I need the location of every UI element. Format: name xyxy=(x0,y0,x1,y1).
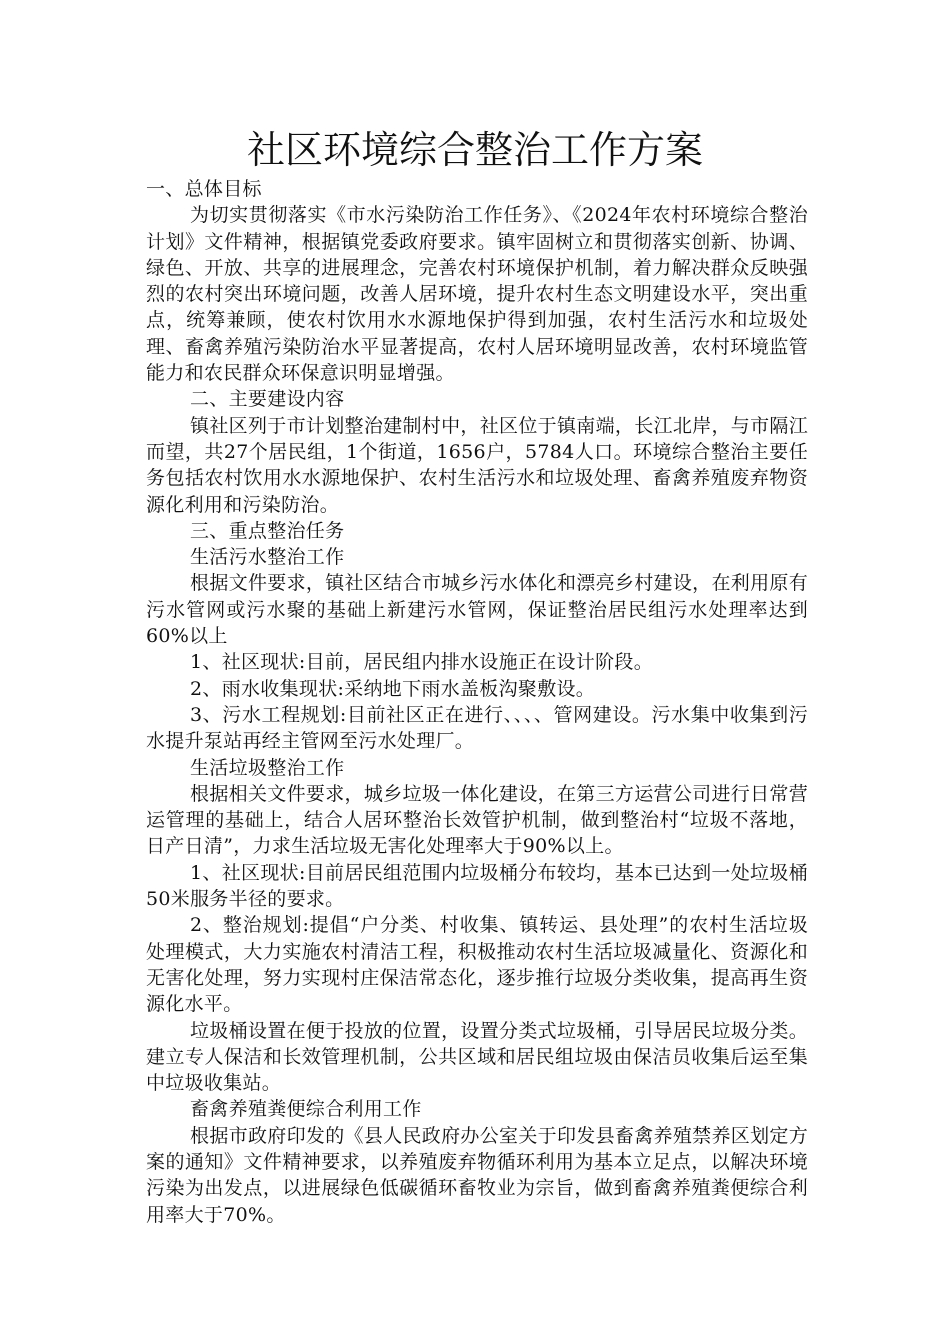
paragraph-overall-goal: 为切实贯彻落实《市水污染防治工作任务》、《2024年农村环境综合整治计划》文件精神，根据镇党委政府要求。镇牢固树立和贯彻落实创新、协调、绿色、开放、共享的进展理念，完善农村环境保护机制，着力解决群众反映强烈的农村突出环境问题，改善人居环境，提升农村生态文明建设水平，突出重点，统筹兼顾，使农村饮用水水源地保护得到加强，农村生活污水和垃圾处理、畜禽养殖污染防治水平显著提高，农村人居环境明显改善，农村环境监管能力和农民群众环保意识明显增强。 xyxy=(146,204,808,385)
paragraph-livestock: 根据市政府印发的《县人民政府办公室关于印发县畜禽养殖禁养区划定方案的通知》文件精神要求，以养殖废弃物循环利用为基本立足点，以解决环境污染为出发点，以进展绿色低碳循环畜牧业为宗旨，做到畜禽养殖粪便综合利用率大于70%。 xyxy=(146,1124,808,1226)
section-heading-key-tasks: 三、重点整治任务 xyxy=(190,519,345,542)
subheading-sewage: 生活污水整治工作 xyxy=(190,546,345,569)
list-item-garbage-plan: 2、整治规划:提倡“户分类、村收集、镇转运、县处理”的农村生活垃圾处理模式，大力实施农村清洁工程，积极推动农村生活垃圾减量化、资源化和无害化处理，努力实现村庄保洁常态化，逐步推行垃圾分类收集，提高再生资源化水平。 xyxy=(146,914,808,1016)
paragraph-garbage-intro: 根据相关文件要求，城乡垃圾一体化建设，在第三方运营公司进行日常营运管理的基础上，结合人居环整治长效管护机制，做到整治村“垃圾不落地，日产日清”，力求生活垃圾无害化处理率大于90%以上。 xyxy=(146,782,808,858)
list-item-rainwater: 2、雨水收集现状:采纳地下雨水盖板沟聚敷设。 xyxy=(190,677,596,700)
paragraph-sewage-intro: 根据文件要求，镇社区结合市城乡污水体化和漂亮乡村建设，在利用原有污水管网或污水聚的基础上新建污水管网，保证整治居民组污水处理率达到60%以上 xyxy=(146,572,808,648)
section-heading-overall-goal: 一、总体目标 xyxy=(146,178,262,200)
document-body xyxy=(146,176,808,1228)
subheading-garbage: 生活垃圾整治工作 xyxy=(190,756,345,779)
list-item-sewage-plan: 3、污水工程规划:目前社区正在进行、、、、管网建设。污水集中收集到污水提升泵站再经主管网至污水处理厂。 xyxy=(146,703,808,753)
paragraph-main-construction: 镇社区列于市计划整治建制村中，社区位于镇南端，长江北岸，与市隔江而望，共27个居民组，1个街道，1656户，5784人口。环境综合整治主要任务包括农村饮用水水源地保护、农村生活污水和垃圾处理、畜禽养殖废弃物资源化利用和污染防治。 xyxy=(146,414,808,516)
paragraph-garbage-bins: 垃圾桶设置在便于投放的位置，设置分类式垃圾桶，引导居民垃圾分类。建立专人保洁和长效管理机制，公共区域和居民组垃圾由保洁员收集后运至集中垃圾收集站。 xyxy=(146,1019,808,1095)
section-heading-main-construction: 二、主要建设内容 xyxy=(190,388,345,411)
document-title: 社区环境综合整治工作方案 xyxy=(246,128,703,172)
subheading-livestock: 畜禽养殖粪便综合利用工作 xyxy=(190,1098,422,1121)
list-item-garbage-status: 1、社区现状:目前居民组范围内垃圾桶分布较均，基本已达到一处垃圾桶50米服务半径的要求。 xyxy=(146,861,808,911)
list-item-sewage-status: 1、社区现状:目前，居民组内排水设施正在设计阶段。 xyxy=(190,651,653,674)
